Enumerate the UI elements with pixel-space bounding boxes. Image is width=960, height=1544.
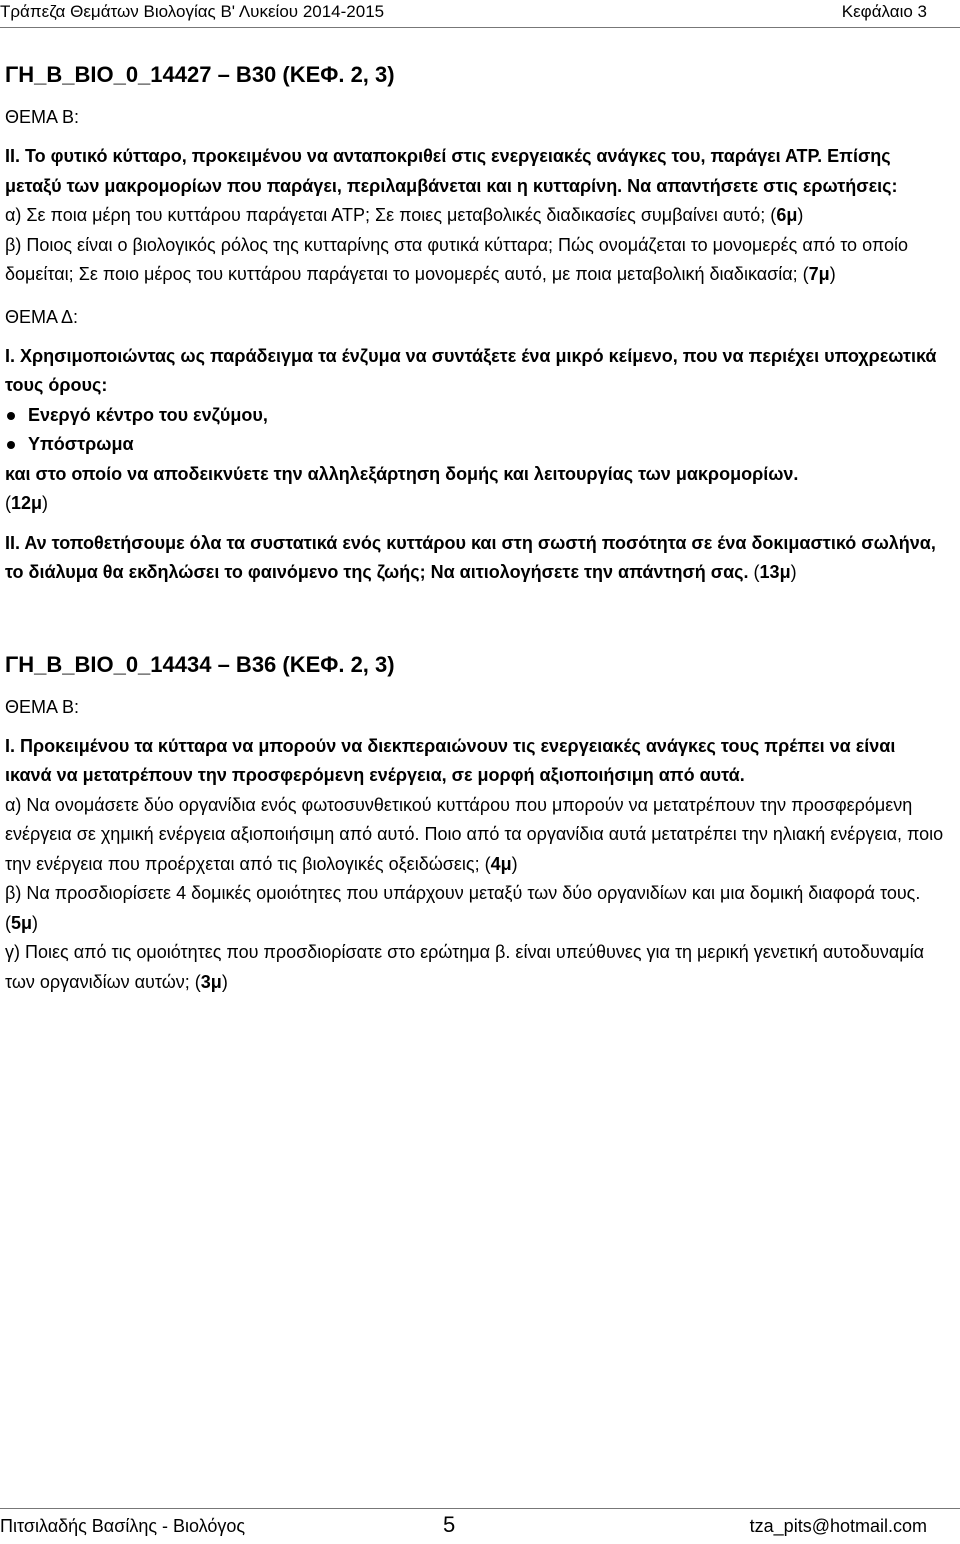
header-divider: [0, 27, 960, 28]
subquestion-a: [5, 201, 945, 231]
marks: 12μ: [11, 493, 43, 513]
question-intro: ΙΙ. Το φυτικό κύτταρο, προκειμένου να ανταποκριθεί στις ενεργειακές ανάγκες του, παράγει ΑΤΡ. Επίσης μεταξύ των μακρομορίων που παράγει, περιλαμβάνεται και η κυτταρίνη. Να απαντήσετε στις ερωτήσεις:: [5, 146, 898, 196]
document-body: [5, 60, 945, 997]
question-text: ΙΙ. Αν τοποθετήσουμε όλα τα συστατικά ενός κυττάρου και στη σωστή ποσότητα σε ένα δοκιμαστικό σωλήνα, το διάλυμα θα εκδηλώσει το φαινόμενο της ζωής; Να αιτιολογήσετε την απάντησή σας.: [5, 532, 936, 582]
page-header: [0, 0, 960, 26]
question-title: ΓΗ_Β_ΒΙΟ_0_14427 – Β30 (ΚΕΦ. 2, 3): [5, 62, 395, 87]
paren: (: [5, 493, 11, 513]
subquestion-b: [5, 879, 945, 938]
subquestion-a: [5, 791, 945, 880]
subquestion-text: β) Να προσδιορίσετε 4 δομικές ομοιότητες που υπάρχουν μεταξύ των δύο οργανιδίων και μια δομική διαφορά τους. (: [5, 883, 921, 933]
subquestion-text: α) Σε ποια μέρη του κυττάρου παράγεται ΑΤΡ; Σε ποιες μεταβολικές διαδικασίες συμβαίνει αυτό; (: [5, 205, 777, 225]
paren: ): [32, 912, 39, 933]
header-title: Τράπεζα Θεμάτων Βιολογίας Β' Λυκείου 2014-2015: [0, 2, 385, 21]
page-number: 5: [443, 1512, 456, 1537]
marks: 4μ: [490, 853, 512, 874]
marks: 5μ: [11, 912, 33, 933]
marks: 6μ: [776, 205, 798, 225]
marks: 7μ: [808, 264, 830, 284]
question-part-2: [5, 529, 945, 588]
question-intro: Ι. Προκειμένου τα κύτταρα να μπορούν να διεκπεραιώνουν τις ενεργειακές ανάγκες τους πρέπει να είναι ικανά να μετατρέπουν την προσφερόμενη ενέργεια, σε μορφή αξιοποιήσιμη από αυτά.: [5, 735, 896, 785]
thema-heading: ΘΕΜΑ Β:: [5, 107, 80, 127]
list-item: Ενεργό κέντρο του ενζύμου,: [5, 401, 945, 431]
paren: ): [829, 264, 836, 284]
marks: 13μ: [759, 562, 791, 582]
paren: (: [748, 562, 760, 582]
question-title: ΓΗ_Β_ΒΙΟ_0_14434 – Β36 (ΚΕΦ. 2, 3): [5, 651, 395, 677]
question-part-1-continuation: και στο οποίο να αποδεικνύετε την αλληλεξάρτηση δομής και λειτουργίας των μακρομορίων.: [5, 463, 799, 484]
subquestion-c: [5, 938, 945, 997]
thema-heading: ΘΕΜΑ Δ:: [5, 306, 79, 327]
list-item: Υπόστρωμα: [5, 430, 945, 460]
subquestion-b: [5, 231, 945, 290]
marks-line: [5, 489, 945, 519]
paren: ): [221, 971, 228, 992]
paren: ): [42, 493, 49, 513]
subquestion-text: β) Ποιος είναι ο βιολογικός ρόλος της κυτταρίνης στα φυτικά κύτταρα; Πώς ονομάζεται το μονομερές από το οποίο δομείται; Σε ποιο μέρος του κυττάρου παράγεται το μονομερές αυτό, με ποια μεταβολική διαδικασία; (: [5, 234, 909, 284]
paren: ): [797, 205, 804, 225]
marks: 3μ: [200, 971, 222, 992]
thema-heading: ΘΕΜΑ Β:: [5, 696, 80, 717]
paren: ): [511, 853, 518, 874]
footer-email: tza_pits@hotmail.com: [749, 1516, 927, 1536]
footer-divider: [0, 1508, 960, 1509]
question-part-1: Ι. Χρησιμοποιώντας ως παράδειγμα τα ένζυμα να συντάξετε ένα μικρό κείμενο, που να περιέχει υποχρεωτικά τους όρους:: [5, 345, 937, 395]
header-chapter: Κεφάλαιο 3: [841, 2, 927, 21]
subquestion-text: γ) Ποιες από τις ομοιότητες που προσδιορίσατε στο ερώτημα β. είναι υπεύθυνες για τη μερική γενετική αυτοδυναμία των οργανιδίων αυτών; (: [5, 942, 925, 992]
terms-list: [5, 401, 945, 460]
paren: ): [790, 562, 797, 582]
page-footer: [0, 1512, 960, 1542]
footer-author: Πιτσιλαδής Βασίλης - Βιολόγος: [0, 1516, 246, 1536]
subquestion-text: α) Να ονομάσετε δύο οργανίδια ενός φωτοσυνθετικού κυττάρου που μπορούν να μετατρέπουν την προσφερόμενη ενέργεια σε χημική ενέργεια αξιοποιήσιμη από αυτό. Ποιο από τα οργανίδια αυτά μετατρέπει την ηλιακή ενέργεια, ποιο την ενέργεια που προέρχεται από τις βιολογικές οξειδώσεις; (: [5, 794, 944, 874]
